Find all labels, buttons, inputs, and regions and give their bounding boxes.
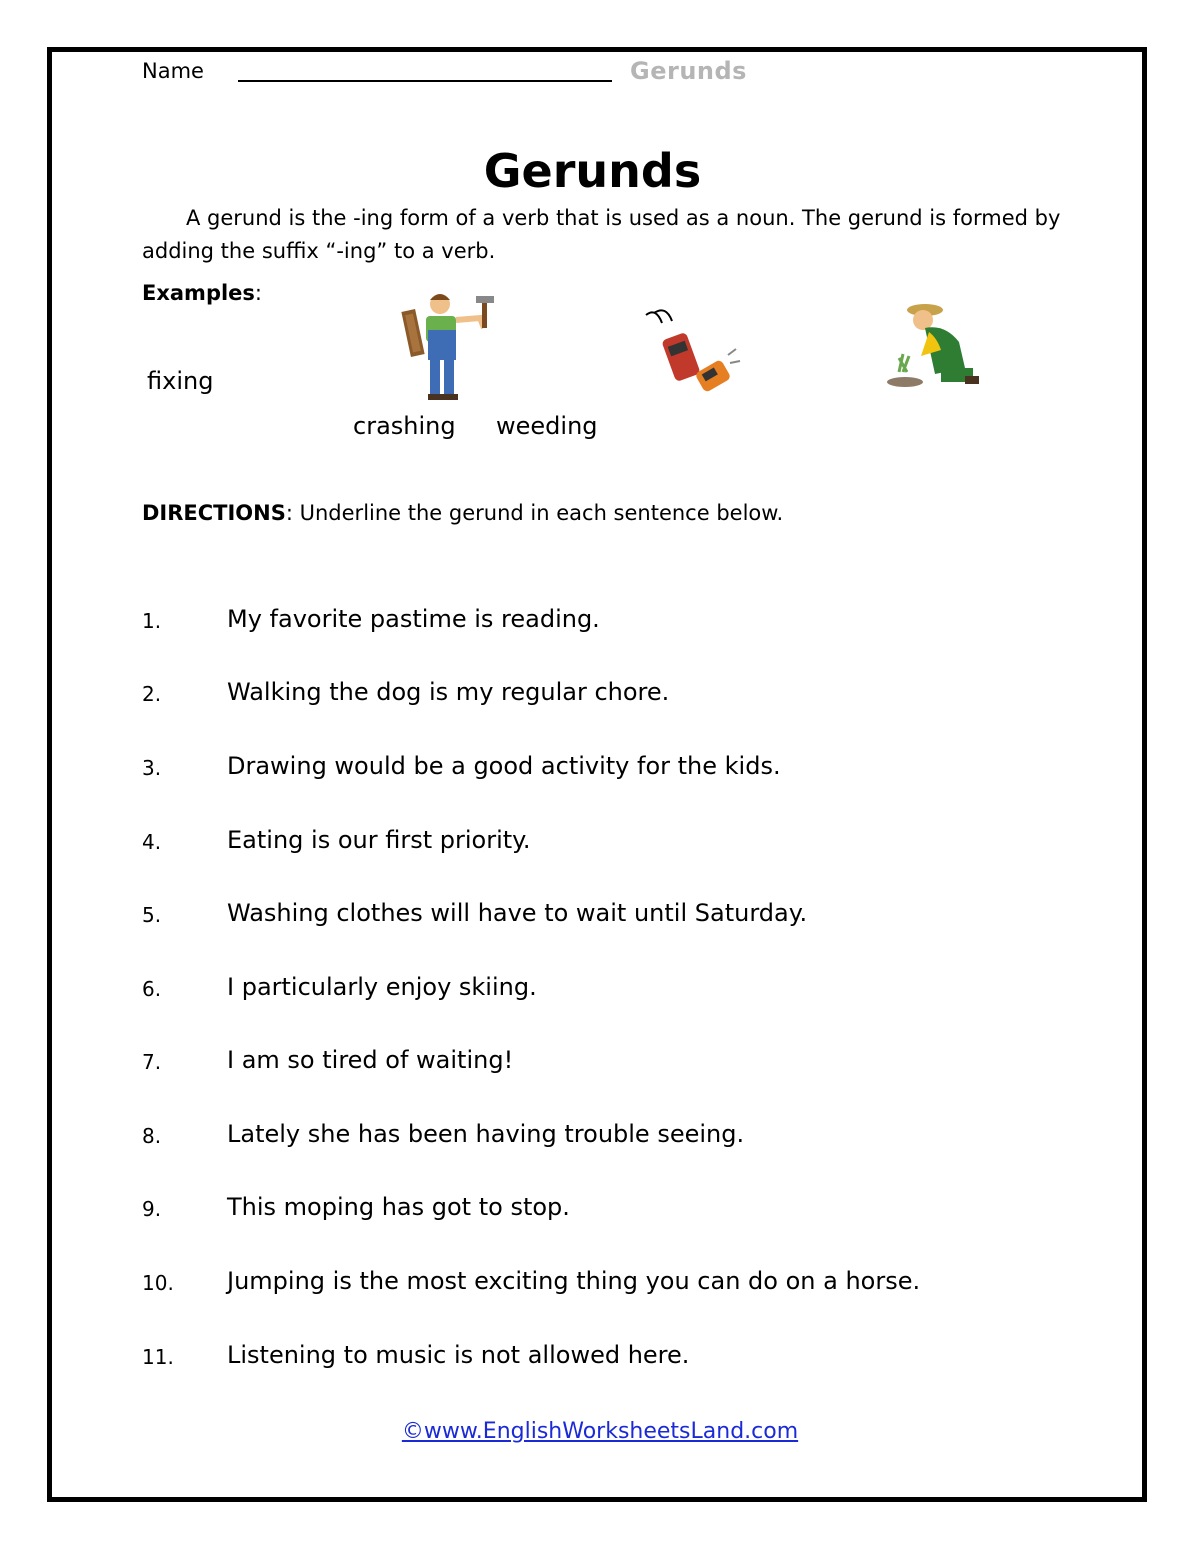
example-word-crashing: crashing <box>353 412 456 440</box>
sentence-text[interactable]: This moping has got to stop. <box>227 1193 570 1221</box>
sentence-number: 3. <box>142 756 162 780</box>
page-title: Gerunds <box>483 144 702 198</box>
sentence-text[interactable]: Lately she has been having trouble seeing. <box>227 1120 745 1148</box>
footer-link[interactable]: ©www.EnglishWorksheetsLand.com <box>401 1419 799 1444</box>
directions-text: : Underline the gerund in each sentence below. <box>285 501 784 525</box>
name-label: Name <box>142 59 204 83</box>
sentence-text[interactable]: Walking the dog is my regular chore. <box>227 678 670 706</box>
sentence-text[interactable]: Jumping is the most exciting thing you can do on a horse. <box>227 1267 921 1295</box>
car-crashing-image <box>640 305 745 405</box>
sentence-number: 11. <box>142 1345 174 1369</box>
sentence-number: 9. <box>142 1197 162 1221</box>
sentence-text[interactable]: My favorite pastime is reading. <box>227 605 600 633</box>
header-topic: Gerunds <box>630 57 747 85</box>
examples-heading <box>142 281 262 305</box>
sentence-text[interactable]: Washing clothes will have to wait until Saturday. <box>227 899 808 927</box>
examples-label: Examples <box>142 281 255 305</box>
sentence-number: 7. <box>142 1050 162 1074</box>
sentence-number: 5. <box>142 903 162 927</box>
examples-colon: : <box>254 281 262 305</box>
example-word-weeding: weeding <box>496 412 598 440</box>
sentence-number: 4. <box>142 830 162 854</box>
gardener-weeding-image <box>885 298 985 394</box>
sentence-number: 1. <box>142 609 162 633</box>
sentence-number: 6. <box>142 977 162 1001</box>
sentence-text[interactable]: Drawing would be a good activity for the kids. <box>227 752 781 780</box>
example-word-fixing: fixing <box>147 367 214 395</box>
sentence-number: 8. <box>142 1124 162 1148</box>
sentence-text[interactable]: I particularly enjoy skiing. <box>227 973 537 1001</box>
name-field-line[interactable] <box>238 80 612 82</box>
sentence-text[interactable]: Listening to music is not allowed here. <box>227 1341 690 1369</box>
sentence-number: 10. <box>142 1271 174 1295</box>
carpenter-fixing-image <box>400 288 510 412</box>
directions-label: DIRECTIONS <box>142 501 286 525</box>
sentence-text[interactable]: Eating is our first priority. <box>227 826 531 854</box>
intro-paragraph: A gerund is the -ing form of a verb that is used as a noun. The gerund is formed by adding the suffix “-ing” to a verb. <box>142 206 1061 263</box>
sentence-number: 2. <box>142 682 162 706</box>
directions <box>142 501 783 525</box>
sentence-text[interactable]: I am so tired of waiting! <box>227 1046 514 1074</box>
